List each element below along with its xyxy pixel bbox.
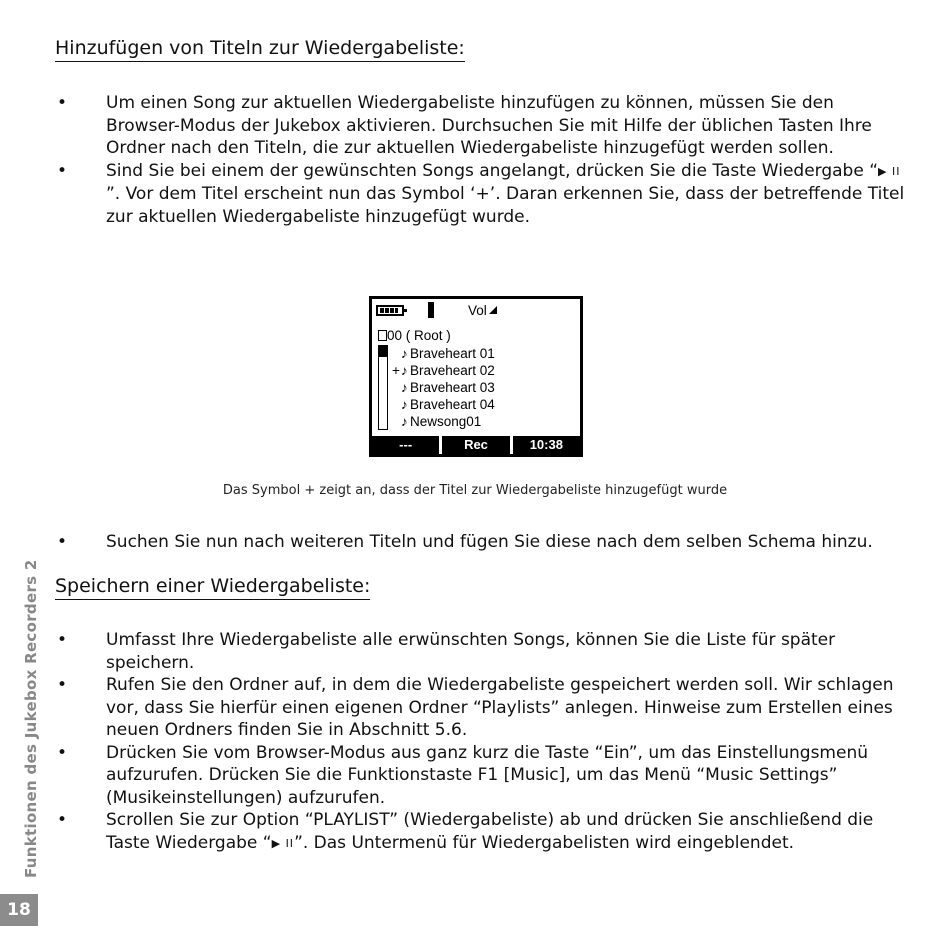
lcd-status-bar bbox=[372, 299, 580, 323]
softkey-bar bbox=[372, 436, 580, 454]
section-heading-add-titles: Hinzufügen von Titeln zur Wiedergabeliste: bbox=[55, 36, 465, 62]
play-pause-icon: ▶ II bbox=[271, 836, 295, 850]
page-number: 18 bbox=[0, 894, 38, 926]
bullet-item bbox=[55, 160, 905, 229]
music-note-icon: ♪ bbox=[401, 414, 408, 429]
track-name: Braveheart 04 bbox=[410, 397, 495, 412]
folder-label: 00 ( Root ) bbox=[387, 328, 451, 343]
track-item bbox=[392, 396, 495, 413]
bullet-item bbox=[55, 629, 905, 674]
bullet-text: Drücken Sie vom Browser-Modus aus ganz kurz die Taste “Ein”, um das Einstellungsmenü aufzurufen. Drücken Sie die Funktionstaste F1 [Music], um das Menü “Music Settings” (Musikeinstellungen) aufzurufen. bbox=[106, 742, 869, 808]
scrollbar-thumb bbox=[378, 345, 388, 357]
bullet-item bbox=[55, 92, 905, 160]
chapter-side-label: Funktionen des Jukebox Recorders 2 bbox=[22, 559, 40, 878]
music-note-icon: ♪ bbox=[401, 363, 408, 378]
music-note-icon: ♪ bbox=[401, 380, 408, 395]
section-heading-save-playlist: Speichern einer Wiedergabeliste: bbox=[55, 574, 370, 600]
device-lcd-screenshot bbox=[369, 296, 583, 457]
playlist-marker: + bbox=[392, 363, 400, 378]
bullet-dot: • bbox=[57, 675, 68, 695]
music-note-icon: ♪ bbox=[401, 346, 408, 361]
scrollbar bbox=[378, 345, 388, 430]
softkey-time: 10:38 bbox=[513, 436, 580, 454]
track-name: Braveheart 01 bbox=[410, 346, 495, 361]
bullet-dot: • bbox=[57, 742, 68, 763]
bullet-item bbox=[55, 674, 905, 742]
bullet-text-post: ”. Vor dem Titel erscheint nun das Symbol ‘+’. Daran erkennen Sie, dass der betreffende Titel zur aktuellen Wiedergabeliste hinzugefügt wurde. bbox=[106, 184, 905, 227]
bullet-item bbox=[55, 809, 905, 855]
track-name: Newsong01 bbox=[410, 414, 482, 429]
bullet-item bbox=[55, 531, 905, 554]
track-item bbox=[392, 413, 495, 430]
bullet-text: Rufen Sie den Ordner auf, in dem die Wiedergabeliste gespeichert werden soll. Wir schlagen vor, dass Sie hierfür einen eigenen Ordner “Playlists” anlegen. Hinweise zum Erstellen eines neuen Ordners finden Sie in Abschnitt 5.6. bbox=[106, 675, 894, 740]
softkey-left: --- bbox=[372, 436, 439, 454]
play-pause-icon: ▶ II bbox=[878, 164, 901, 178]
music-note-icon: ♪ bbox=[401, 397, 408, 412]
track-item bbox=[392, 345, 495, 362]
lcd-display bbox=[372, 299, 580, 454]
volume-indicator bbox=[468, 303, 497, 319]
bullet-dot: • bbox=[57, 810, 68, 830]
folder-icon bbox=[378, 330, 387, 341]
bullet-text-pre: Scrollen Sie zur Option “PLAYLIST” (Wiedergabeliste) ab und drücken Sie anschließend die Taste Wiedergabe “ bbox=[106, 810, 874, 853]
bullet-dot: • bbox=[57, 630, 68, 650]
bullet-text-pre: Sind Sie bei einem der gewünschten Songs angelangt, drücken Sie die Taste Wiedergabe “ bbox=[106, 160, 879, 181]
track-item bbox=[392, 379, 495, 396]
bullet-dot: • bbox=[57, 160, 68, 181]
track-name: Braveheart 02 bbox=[410, 363, 495, 378]
bullet-item bbox=[55, 742, 905, 810]
volume-label: Vol bbox=[468, 303, 487, 318]
bullet-dot: • bbox=[57, 532, 68, 552]
save-playlist-bullet-list bbox=[55, 629, 905, 855]
middle-bullet-list bbox=[55, 531, 905, 554]
folder-row bbox=[378, 328, 451, 344]
bullet-text: Um einen Song zur aktuellen Wiedergabeliste hinzufügen zu können, müssen Sie den Browser-Modus der Jukebox aktivieren. Durchsuchen Sie mit Hilfe der üblichen Tasten Ihre Ordner nach den Titeln, die zur aktuellen Wiedergabeliste hinzugefügt werden sollen. bbox=[106, 93, 872, 158]
add-titles-bullet-list bbox=[55, 92, 905, 228]
bullet-dot: • bbox=[57, 93, 68, 113]
track-name: Braveheart 03 bbox=[410, 380, 495, 395]
figure-caption: Das Symbol + zeigt an, dass der Titel zur Wiedergabeliste hinzugefügt wurde bbox=[222, 483, 728, 498]
record-indicator-icon bbox=[428, 302, 434, 318]
bullet-text-post: ”. Das Untermenü für Wiedergabelisten wird eingeblendet. bbox=[294, 832, 795, 853]
volume-icon bbox=[489, 306, 497, 314]
softkey-rec: Rec bbox=[442, 436, 509, 454]
battery-icon bbox=[376, 305, 404, 316]
bullet-text: Suchen Sie nun nach weiteren Titeln und fügen Sie diese nach dem selben Schema hinzu. bbox=[106, 532, 873, 552]
track-list bbox=[392, 345, 495, 430]
bullet-text: Umfasst Ihre Wiedergabeliste alle erwünschten Songs, können Sie die Liste für später speichern. bbox=[106, 630, 836, 673]
track-item bbox=[392, 362, 495, 379]
